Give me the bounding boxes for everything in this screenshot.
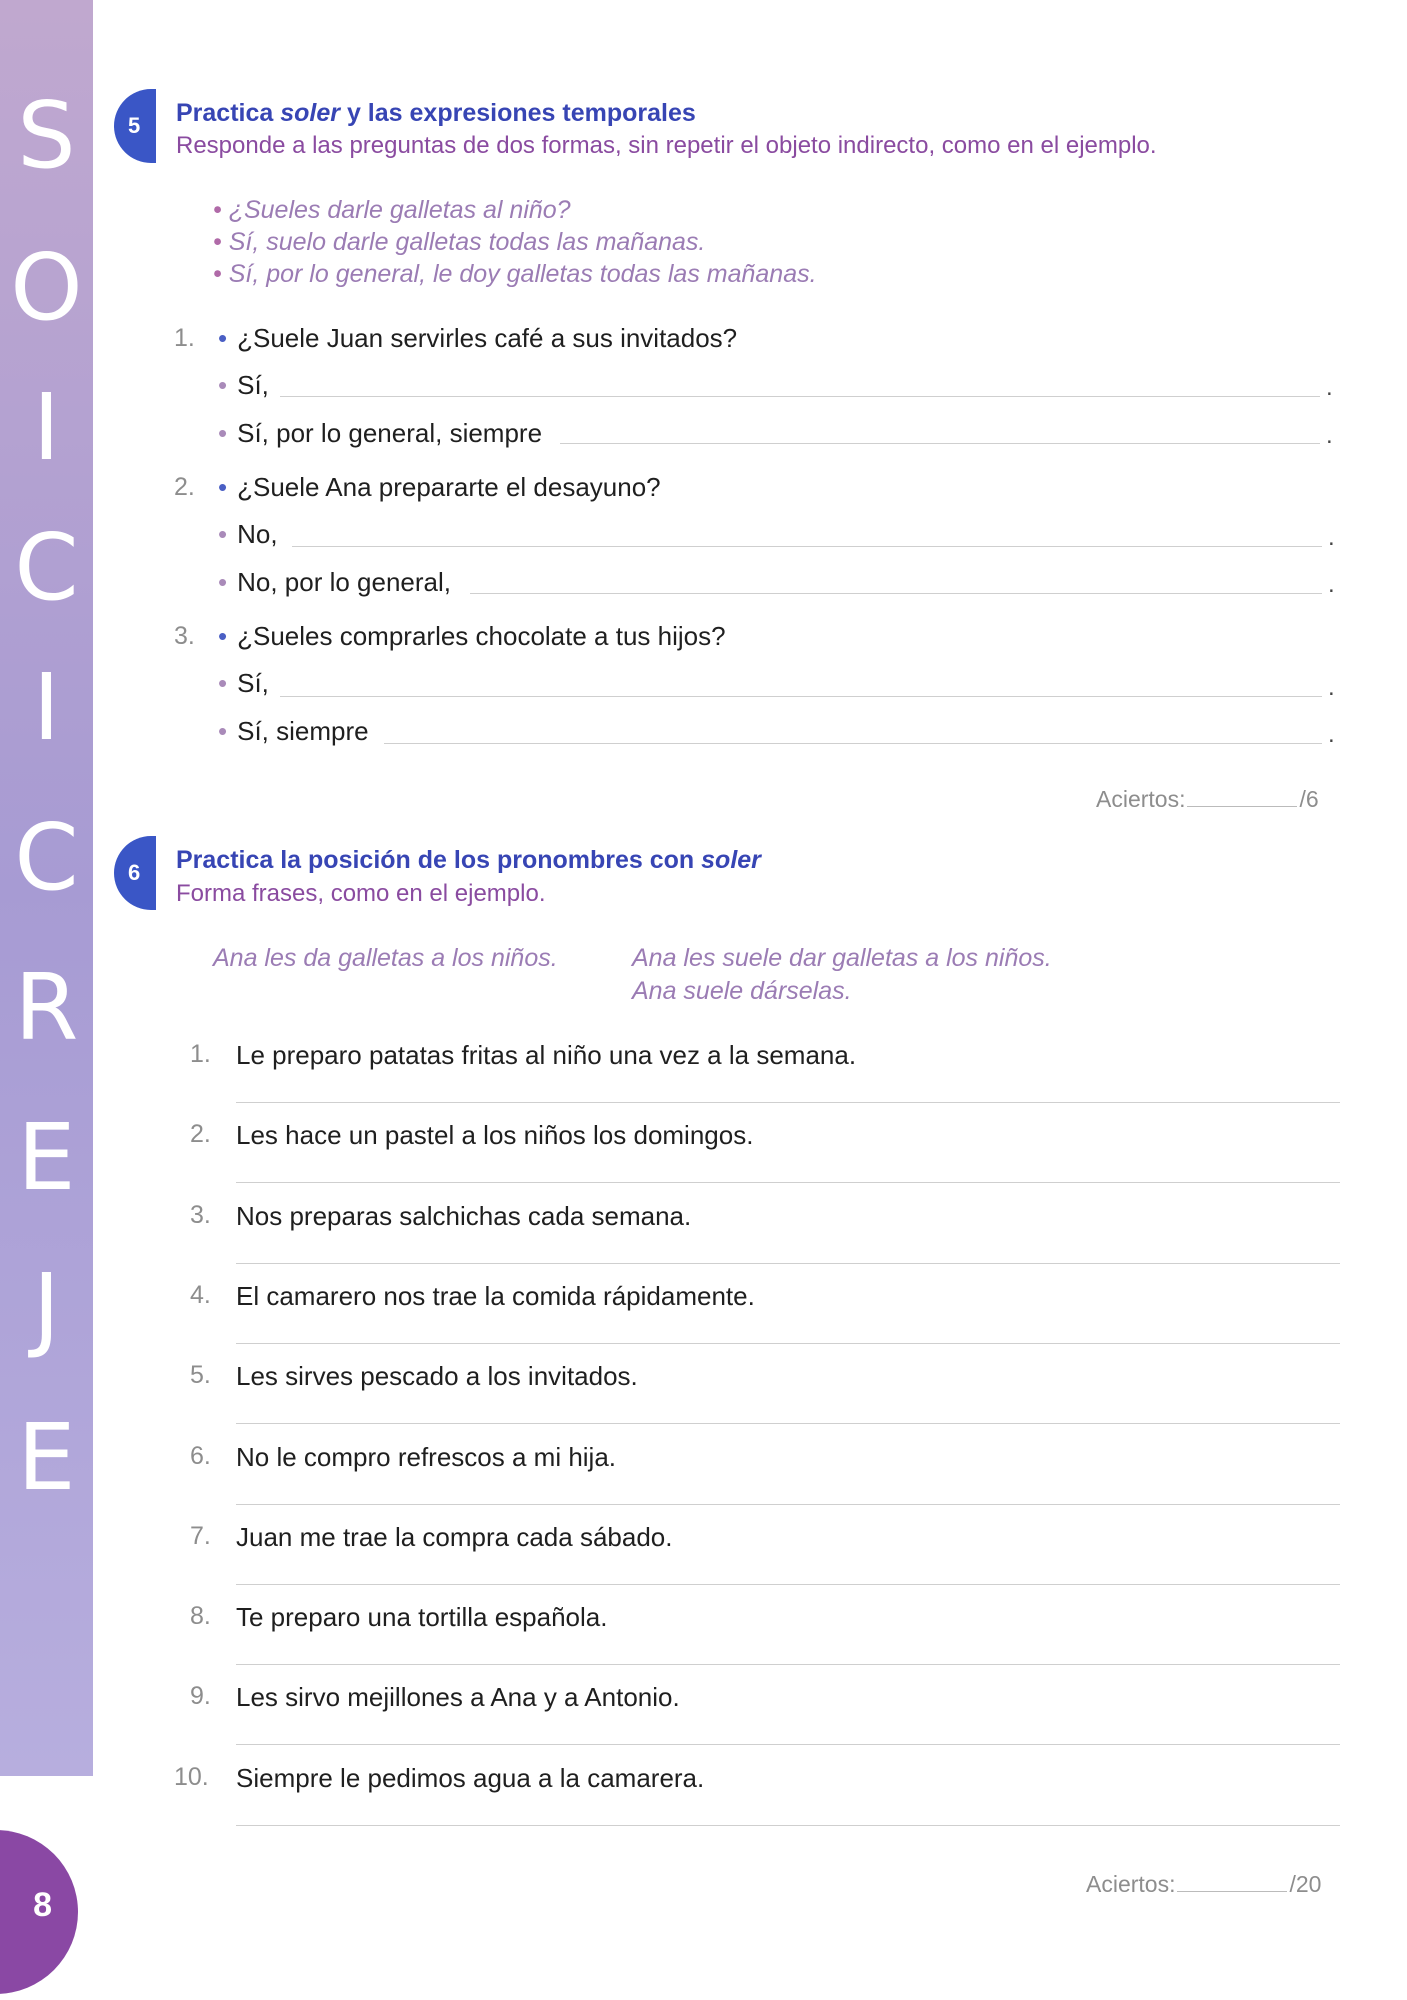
sentence: No le compro refrescos a mi hija. [236, 1441, 617, 1472]
title-emphasis: soler [280, 99, 341, 127]
sidebar-letter: C [14, 804, 79, 911]
sidebar-letter: S [17, 82, 76, 189]
example-answer: Ana suele dárselas. [632, 977, 852, 1005]
answer-line[interactable] [236, 1664, 1340, 1665]
question: • ¿Suele Ana prepararte el desayuno? [218, 472, 661, 502]
answer-line[interactable] [470, 593, 1322, 594]
sidebar-band [0, 0, 93, 1776]
score-ex5 [1096, 786, 1319, 813]
answer-prompt: • Sí, [218, 668, 269, 698]
score-field[interactable] [1177, 1891, 1287, 1892]
answer-line[interactable] [280, 396, 1320, 397]
answer-prompt: • No, [218, 519, 278, 549]
sidebar-letter: O [10, 234, 83, 341]
answer-line[interactable] [292, 546, 1322, 547]
answer-line[interactable] [236, 1584, 1340, 1585]
question: • ¿Suele Juan servirles café a sus invitados? [218, 323, 738, 353]
period: . [1328, 571, 1335, 598]
item-number: 6. [190, 1441, 211, 1470]
example-answer: Ana les suele dar galletas a los niños. [632, 944, 1052, 972]
title-text: Practica la posición de los pronombres con [176, 846, 702, 874]
item-number: 10. [174, 1762, 209, 1791]
answer-prompt: • Sí, por lo general, siempre [218, 418, 543, 448]
example-sentence: Ana les da galletas a los niños. [213, 944, 558, 972]
example-line: • Sí, por lo general, le doy galletas todas las mañanas. [213, 260, 817, 288]
sentence: Siempre le pedimos agua a la camarera. [236, 1762, 705, 1793]
sidebar-letter: J [32, 1254, 61, 1361]
item-number: 1. [190, 1040, 211, 1068]
page-number: 8 [33, 1886, 52, 1924]
exercise-5-badge [114, 89, 156, 163]
score-ex6 [1086, 1871, 1321, 1898]
answer-line[interactable] [236, 1182, 1340, 1183]
exercise-number: 6 [128, 860, 141, 885]
answer-line[interactable] [560, 443, 1320, 444]
sentence: Juan me trae la compra cada sábado. [236, 1521, 673, 1552]
answer-prompt: • No, por lo general, [218, 567, 452, 597]
answer-line[interactable] [236, 1504, 1340, 1505]
sidebar-letter: I [32, 654, 61, 761]
example-line: • ¿Sueles darle galletas al niño? [213, 196, 571, 224]
item-number: 3. [174, 622, 195, 650]
exercise-6-title [176, 846, 761, 875]
sidebar-letter: R [14, 954, 79, 1061]
sentence: Le preparo patatas fritas al niño una vez a la semana. [236, 1040, 857, 1070]
period: . [1328, 674, 1335, 701]
sentence: Les sirves pescado a los invitados. [236, 1361, 638, 1392]
answer-prompt: • Sí, [218, 370, 269, 400]
example-line: • Sí, suelo darle galletas todas las mañanas. [213, 228, 706, 256]
title-text: Practica [176, 99, 281, 127]
exercise-5-instruction: Responde a las preguntas de dos formas, sin repetir el objeto indirecto, como en el ejemplo. [176, 132, 1157, 159]
period: . [1328, 721, 1335, 748]
answer-line[interactable] [236, 1343, 1340, 1344]
answer-line[interactable] [236, 1263, 1340, 1264]
exercise-5-title [176, 99, 696, 128]
answer-prompt: • Sí, siempre [218, 716, 369, 746]
page-number-tab [0, 1830, 78, 1994]
period: . [1328, 524, 1335, 551]
score-total: /20 [1289, 1871, 1322, 1897]
title-emphasis: soler [701, 846, 761, 874]
answer-line[interactable] [384, 743, 1322, 744]
item-number: 7. [190, 1521, 211, 1550]
title-text: y las expresiones temporales [340, 99, 696, 127]
answer-line[interactable] [236, 1102, 1340, 1103]
answer-line[interactable] [236, 1423, 1340, 1424]
period: . [1326, 422, 1333, 449]
sidebar-letter: E [17, 1404, 76, 1511]
score-field[interactable] [1187, 806, 1297, 807]
question: • ¿Sueles comprarles chocolate a tus hijos? [218, 621, 726, 651]
item-number: 1. [174, 324, 195, 352]
exercise-6-badge [114, 836, 156, 910]
item-number: 8. [190, 1602, 211, 1631]
answer-line[interactable] [236, 1744, 1340, 1745]
item-number: 5. [190, 1361, 211, 1390]
answer-line[interactable] [236, 1825, 1340, 1826]
sentence: Les hace un pastel a los niños los domingos. [236, 1120, 754, 1151]
sentence: Te preparo una tortilla española. [236, 1602, 608, 1633]
period: . [1326, 374, 1333, 401]
sidebar-letter: I [32, 374, 61, 481]
sentence: Les sirvo mejillones a Ana y a Antonio. [236, 1682, 680, 1713]
sentence: El camarero nos trae la comida rápidamente. [236, 1280, 755, 1311]
sidebar-letter: C [14, 514, 79, 621]
score-label: Aciertos: [1086, 1871, 1176, 1897]
exercise-6-instruction: Forma frases, como en el ejemplo. [176, 880, 546, 907]
item-number: 9. [190, 1682, 211, 1711]
score-label: Aciertos: [1096, 786, 1186, 812]
item-number: 4. [190, 1280, 211, 1309]
sidebar-letter: E [17, 1104, 76, 1211]
score-total: /6 [1299, 786, 1319, 812]
answer-line[interactable] [280, 696, 1322, 697]
exercise-number: 5 [128, 113, 141, 138]
item-number: 2. [190, 1120, 211, 1149]
sentence: Nos preparas salchichas cada semana. [236, 1200, 692, 1231]
item-number: 3. [190, 1200, 211, 1229]
item-number: 2. [174, 473, 195, 501]
